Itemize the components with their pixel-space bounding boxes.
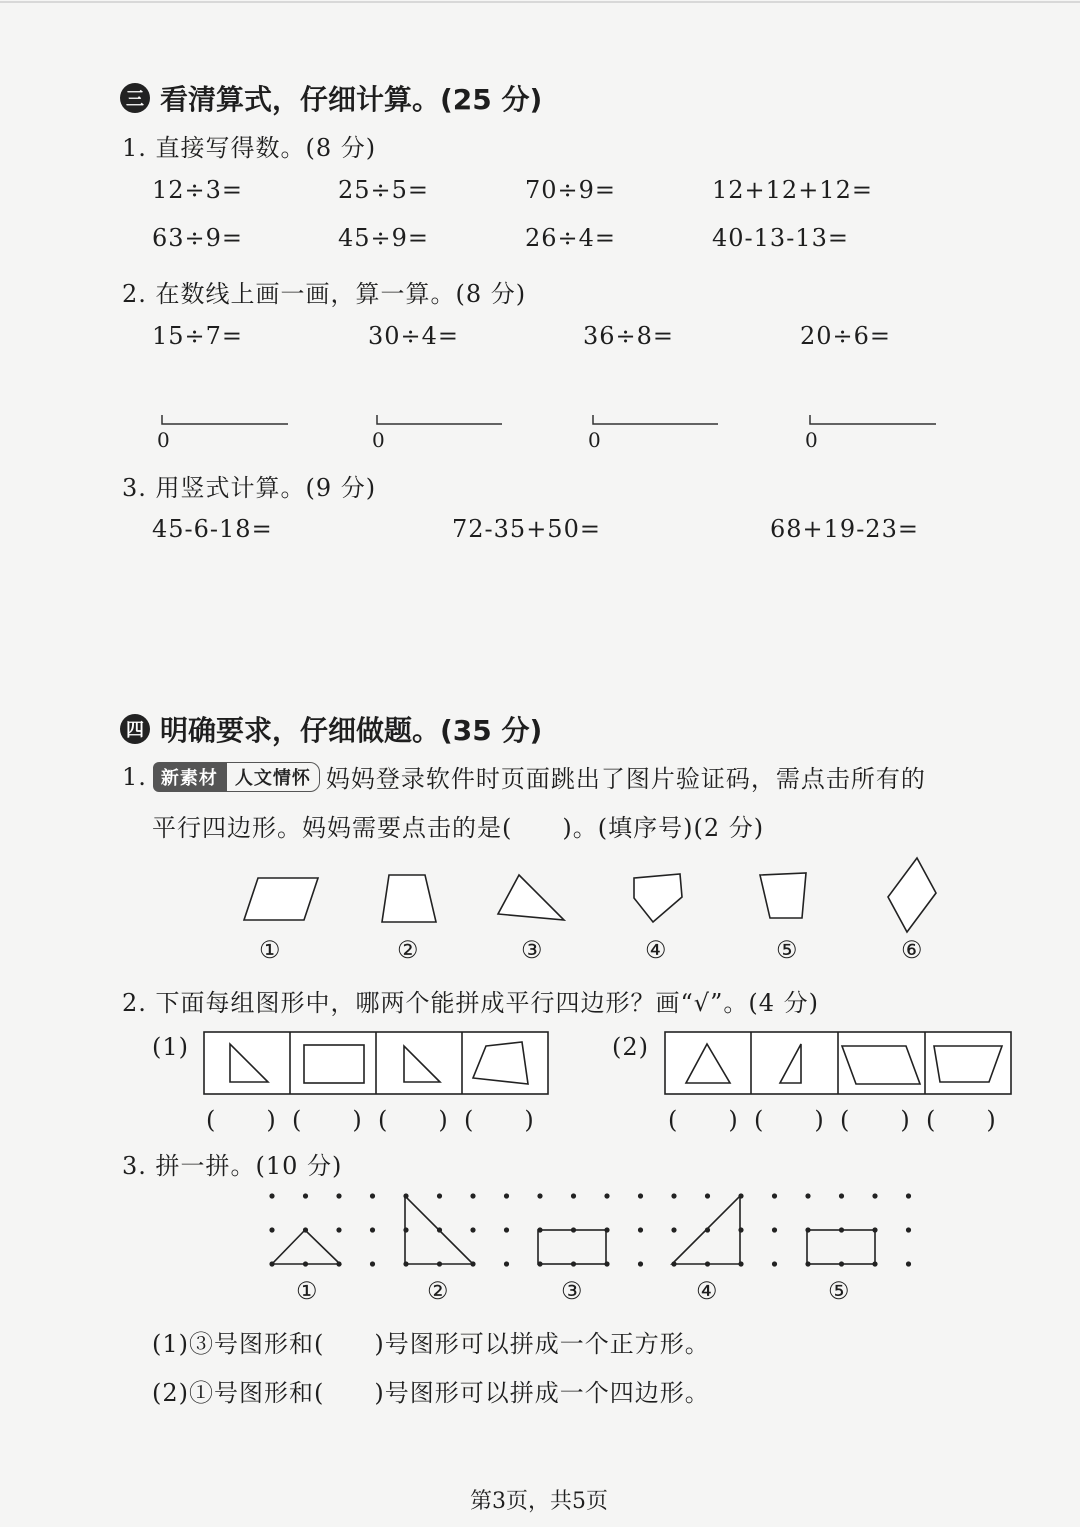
number-line-zero-3: 0 — [588, 428, 601, 452]
dot-triangle-1-icon — [272, 1230, 340, 1264]
section-4-badge: 四 — [120, 714, 150, 744]
s3-q1-r2-eq3: 26÷4= — [525, 224, 617, 252]
section-3-badge: 三 — [120, 83, 150, 113]
grid-dot — [738, 1227, 743, 1232]
captcha-parallelogram-icon — [244, 878, 318, 920]
captcha-rhombus-icon — [888, 858, 936, 932]
grid-dot — [671, 1227, 676, 1232]
s3-q2-label: 2. 在数线上画一画，算一算。(8 分) — [122, 280, 527, 308]
tag-new-material: 新素材 — [153, 762, 226, 792]
grid-dot — [504, 1261, 509, 1266]
grid-dot — [504, 1227, 509, 1232]
dot-grid-shapes — [272, 1196, 875, 1264]
grid-dot — [872, 1193, 877, 1198]
s4-q2-label: 2. 下面每组图形中，哪两个能拼成平行四边形？画“√”。(4 分) — [122, 989, 819, 1017]
dot-shape-label-1: ① — [296, 1277, 318, 1305]
s3-q1-r1-eq4: 12+12+12= — [712, 176, 873, 204]
number-line-zero-1: 0 — [157, 428, 170, 452]
grid-dot — [906, 1261, 911, 1266]
answer-blank-g1-2[interactable]: ( ) — [292, 1106, 363, 1134]
number-line-3 — [593, 415, 718, 424]
s4-q1-number: 1. — [122, 762, 147, 791]
s3-q2-eq4: 20÷6= — [800, 322, 892, 350]
grid-dot — [906, 1227, 911, 1232]
captcha-label-3: ③ — [521, 936, 543, 964]
answer-blank-g2-4[interactable]: ( ) — [926, 1106, 997, 1134]
s3-q1-label: 1. 直接写得数。(8 分) — [122, 134, 377, 162]
s3-q2-eq1: 15÷7= — [152, 322, 244, 350]
s4-q3-sub1: (1)③号图形和( )号图形可以拼成一个正方形。 — [152, 1330, 710, 1358]
answer-blank-g2-3[interactable]: ( ) — [840, 1106, 911, 1134]
s3-q1-r1-eq3: 70÷9= — [525, 176, 617, 204]
grid-dot — [269, 1193, 274, 1198]
s4-q2-group1-label: (1) — [152, 1033, 189, 1061]
captcha-trapezoid-icon — [382, 875, 436, 922]
grid-dot — [638, 1227, 643, 1232]
group-1-box — [204, 1032, 548, 1094]
section-4-title-text: 明确要求，仔细做题。(35 分) — [160, 714, 543, 747]
s3-q1-r2-eq2: 45÷9= — [338, 224, 430, 252]
number-line-1 — [162, 415, 288, 424]
section-3-title-text: 看清算式，仔细计算。(25 分) — [160, 83, 543, 116]
grid-dot — [805, 1193, 810, 1198]
number-lines — [162, 415, 936, 424]
captcha-pentagon-icon — [634, 874, 682, 922]
s3-q2-eq2: 30÷4= — [368, 322, 460, 350]
s3-q1-r1-eq2: 25÷5= — [338, 176, 430, 204]
grid-dot — [470, 1193, 475, 1198]
grid-dot — [336, 1193, 341, 1198]
answer-blank-g2-1[interactable]: ( ) — [668, 1106, 739, 1134]
grid-dot — [671, 1193, 676, 1198]
s3-q3-eq3: 68+19-23= — [770, 515, 919, 543]
dot-shape-label-5: ⑤ — [828, 1277, 850, 1305]
grid-dot — [504, 1193, 509, 1198]
number-line-zero-4: 0 — [805, 428, 818, 452]
s4-q2-group2-label: (2) — [612, 1033, 649, 1061]
grid-dot — [370, 1227, 375, 1232]
answer-blank-g1-1[interactable]: ( ) — [206, 1106, 277, 1134]
captcha-shapes — [244, 858, 936, 932]
s3-q2-eq3: 36÷8= — [583, 322, 675, 350]
grid-dot — [537, 1193, 542, 1198]
grid-dot — [571, 1193, 576, 1198]
captcha-quadrilateral-icon — [760, 873, 806, 918]
grid-dot — [370, 1193, 375, 1198]
number-line-zero-2: 0 — [372, 428, 385, 452]
grid-dot — [403, 1227, 408, 1232]
dot-right-triangle-2-icon — [405, 1196, 473, 1264]
grid-dot — [638, 1193, 643, 1198]
s4-q3-label: 3. 拼一拼。(10 分) — [122, 1152, 343, 1180]
grid-dot — [772, 1227, 777, 1232]
captcha-label-2: ② — [397, 936, 419, 964]
captcha-label-4: ④ — [645, 936, 667, 964]
answer-blank-g2-2[interactable]: ( ) — [754, 1106, 825, 1134]
grid-dot — [269, 1227, 274, 1232]
dot-rectangle-3-icon — [538, 1230, 606, 1264]
grid-dot — [772, 1261, 777, 1266]
dot-rectangle-5-icon — [807, 1230, 875, 1264]
s4-q1-text-line1: 妈妈登录软件时页面跳出了图片验证码，需点击所有的 — [325, 765, 926, 793]
grid-dot — [638, 1261, 643, 1266]
s4-q3-sub2: (2)①号图形和( )号图形可以拼成一个四边形。 — [152, 1379, 710, 1407]
dot-shape-label-2: ② — [427, 1277, 449, 1305]
dot-shape-label-4: ④ — [696, 1277, 718, 1305]
page-footer: 第3页，共5页 — [470, 1489, 608, 1514]
s3-q3-eq2: 72-35+50= — [452, 515, 601, 543]
grid-dot — [705, 1193, 710, 1198]
s3-q3-label: 3. 用竖式计算。(9 分) — [122, 474, 377, 502]
s3-q1-r1-eq1: 12÷3= — [152, 176, 244, 204]
grid-dot — [370, 1261, 375, 1266]
tag-humanistic: 人文情怀 — [226, 762, 320, 792]
grid-dot — [906, 1193, 911, 1198]
s3-q1-r2-eq1: 63÷9= — [152, 224, 244, 252]
grid-dot — [839, 1193, 844, 1198]
dot-right-triangle-4-icon — [672, 1196, 740, 1264]
answer-blank-g1-3[interactable]: ( ) — [378, 1106, 449, 1134]
captcha-label-1: ① — [259, 936, 281, 964]
captcha-label-6: ⑥ — [901, 936, 923, 964]
captcha-triangle-icon — [498, 875, 564, 920]
captcha-label-5: ⑤ — [776, 936, 798, 964]
number-line-4 — [810, 415, 936, 424]
dot-shape-label-3: ③ — [561, 1277, 583, 1305]
s3-q3-eq1: 45-6-18= — [152, 515, 273, 543]
number-line-2 — [377, 415, 502, 424]
grid-dot — [604, 1193, 609, 1198]
grid-dot — [336, 1227, 341, 1232]
grid-dot — [303, 1193, 308, 1198]
grid-dot — [437, 1193, 442, 1198]
grid-dot — [470, 1227, 475, 1232]
grid-dot — [772, 1193, 777, 1198]
s3-q1-r2-eq4: 40-13-13= — [712, 224, 849, 252]
answer-blank-g1-4[interactable]: ( ) — [464, 1106, 535, 1134]
s4-q1-text-line2: 平行四边形。妈妈需要点击的是( )。(填序号)(2 分) — [152, 814, 765, 842]
group-2-box — [665, 1032, 1011, 1094]
